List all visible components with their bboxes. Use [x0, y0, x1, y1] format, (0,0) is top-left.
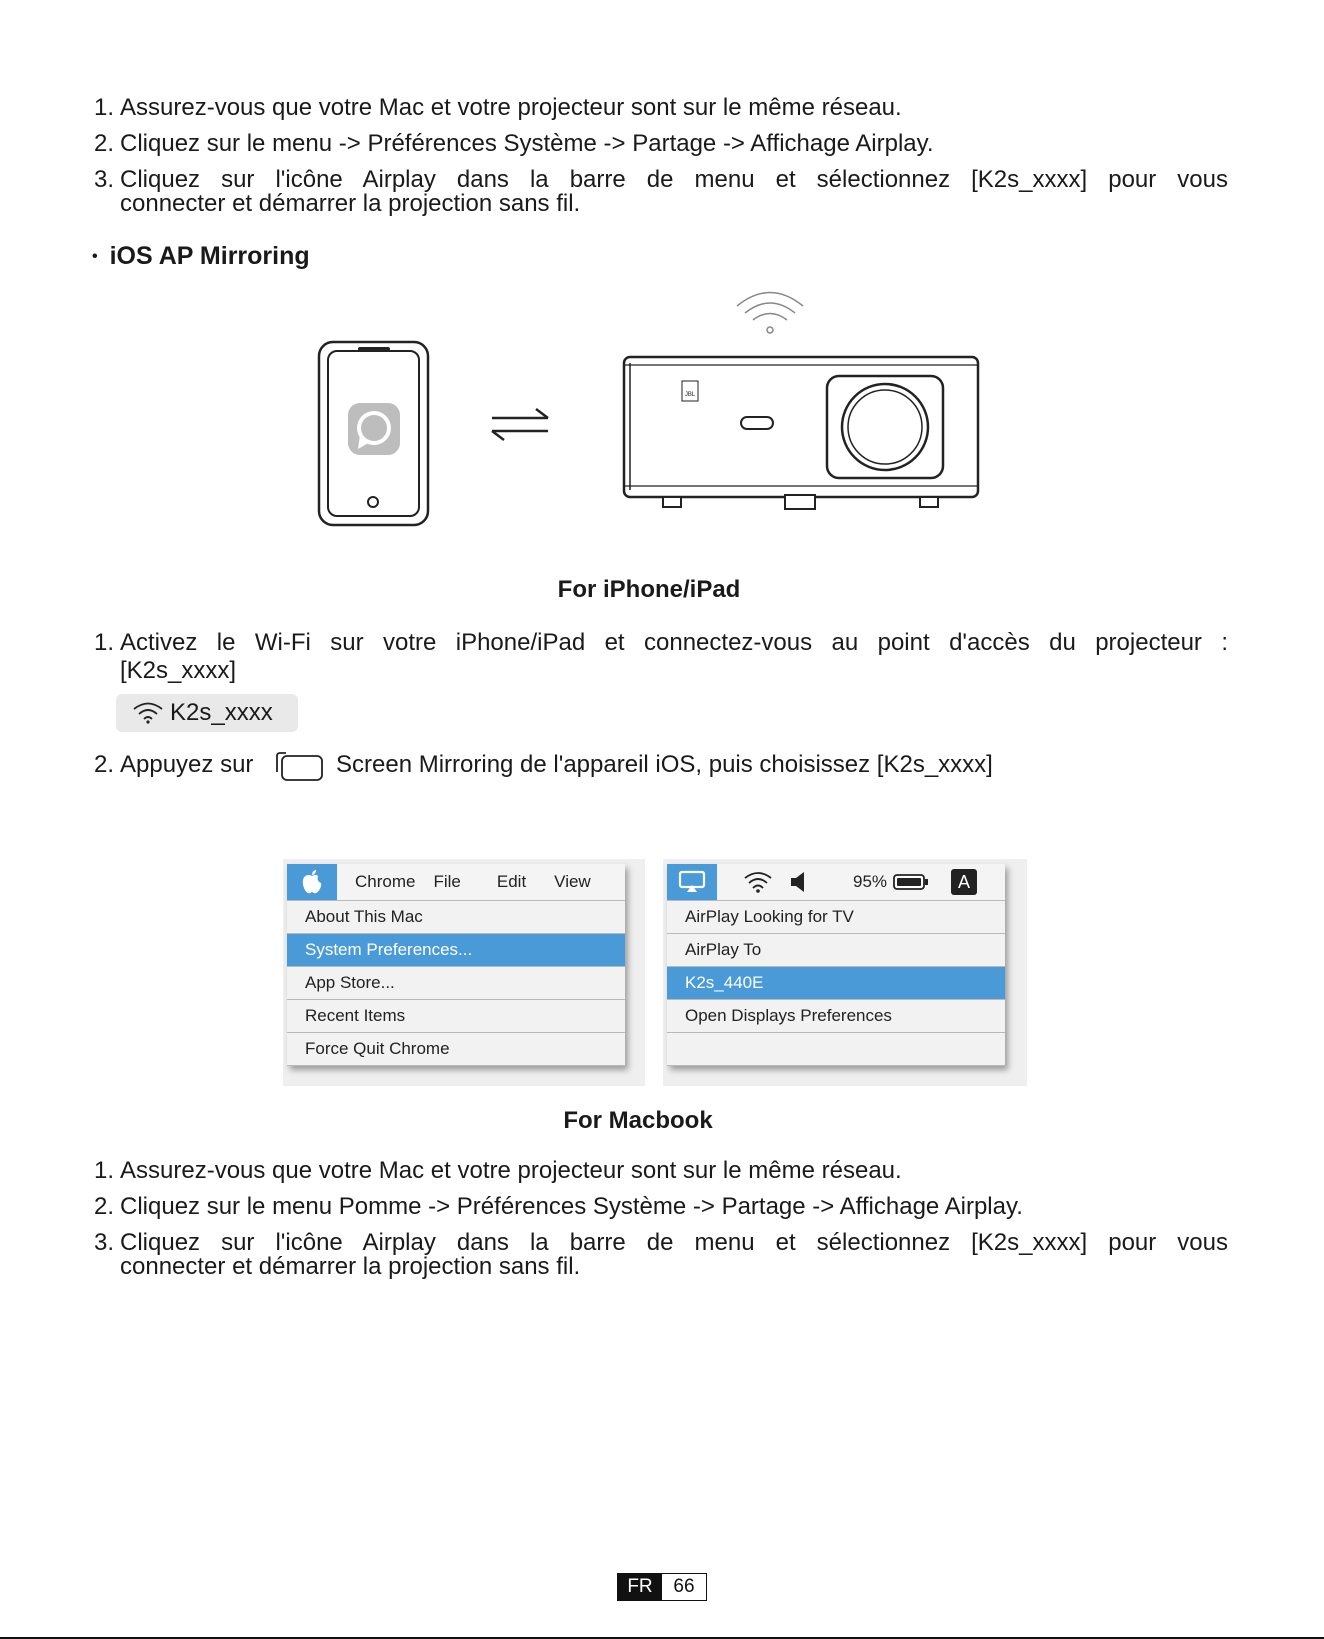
airplay-menu [667, 864, 1005, 1066]
mac-step-3-line1: Cliquez sur l'icône Airplay dans la barre de menu et sélectionnez [K2s_xxxx] pour vous [120, 166, 1228, 193]
battery-percent: 95% [853, 872, 888, 891]
apple-menubar [287, 864, 625, 901]
menubar-file[interactable]: File [433, 872, 461, 891]
mac-bottom-step-2: 2. Cliquez sur le menu Pomme -> Préférences Système -> Partage -> Affichage Airplay. [94, 1193, 1023, 1220]
wifi-network-name: K2s_xxxx [170, 699, 273, 726]
iphone-icon [319, 342, 428, 525]
menu-item-open-displays[interactable]: Open Displays Preferences [667, 1000, 1005, 1033]
ios-step-1-line2: [K2s_xxxx] [120, 657, 237, 684]
page-footer [617, 1573, 707, 1601]
menu-item-recent-items[interactable]: Recent Items [287, 1000, 625, 1033]
footer-page-number: 66 [673, 1576, 695, 1597]
menu-item-empty [667, 1033, 1005, 1066]
mac-step-3-line2: connecter et démarrer la projection sans fil. [120, 190, 581, 217]
menubar-edit[interactable]: Edit [496, 872, 527, 891]
wifi-network-chip [116, 694, 298, 732]
menu-item-system-preferences[interactable]: System Preferences... [287, 934, 625, 967]
input-source-badge[interactable]: A [951, 869, 977, 895]
ios-step-1-line1: Activez le Wi-Fi sur votre iPhone/iPad et connectez-vous au point d'accès du projecteur : [120, 629, 1228, 656]
mac-bottom-step-3-line2: connecter et démarrer la projection sans fil. [120, 1253, 581, 1280]
mac-bottom-step-3: 3. [94, 1229, 115, 1256]
bullet: • [92, 248, 98, 266]
screen-mirroring-icon [276, 752, 324, 782]
airplay-icon[interactable] [667, 864, 717, 900]
battery-icon[interactable] [893, 873, 929, 891]
ios-step-2: 2. Appuyez sur [94, 751, 254, 778]
mac-step-1: 1. Assurez-vous que votre Mac et votre projecteur sont sur le même réseau. [94, 94, 902, 121]
menu-item-about[interactable]: About This Mac [287, 901, 625, 934]
ios-step-1: 1. [94, 629, 115, 656]
menubar-view[interactable]: View [554, 872, 591, 891]
menu-item-airplay-looking[interactable]: AirPlay Looking for TV [667, 901, 1005, 934]
menu-item-k2s-device[interactable]: K2s_440E [667, 967, 1005, 1000]
menubar-wifi-icon[interactable] [743, 870, 773, 894]
section-heading: • iOS AP Mirroring [92, 242, 310, 270]
svg-text:JBL: JBL [684, 392, 696, 398]
menubar-chrome[interactable]: Chrome [355, 872, 416, 891]
wifi-signal-icon [737, 293, 803, 334]
ios-step-2-after: Screen Mirroring de l'appareil iOS, puis choisissez [K2s_xxxx] [336, 751, 993, 778]
projector-icon [624, 357, 978, 509]
mac-step-2: 2. Cliquez sur le menu -> Préférences Système -> Partage -> Affichage Airplay. [94, 130, 934, 157]
apple-menu [287, 864, 625, 1066]
footer-language: FR [618, 1574, 662, 1600]
caption-iphone: For iPhone/iPad [557, 576, 741, 603]
airplay-menubar [667, 864, 1005, 901]
mac-step-3: 3. [94, 166, 115, 193]
sync-arrows-icon [492, 409, 548, 440]
mac-bottom-step-1: 1. Assurez-vous que votre Mac et votre projecteur sont sur le même réseau. [94, 1157, 902, 1184]
iphone-projector-illustration [300, 285, 1000, 530]
caption-macbook: For Macbook [563, 1107, 713, 1134]
menu-item-force-quit[interactable]: Force Quit Chrome [287, 1033, 625, 1066]
volume-icon[interactable] [789, 871, 809, 893]
apple-logo-icon[interactable] [287, 864, 337, 900]
menu-item-app-store[interactable]: App Store... [287, 967, 625, 1000]
mac-bottom-step-3-line1: Cliquez sur l'icône Airplay dans la barre de menu et sélectionnez [K2s_xxxx] pour vous [120, 1229, 1228, 1256]
wifi-icon [132, 701, 164, 725]
menu-item-airplay-to: AirPlay To [667, 934, 1005, 967]
